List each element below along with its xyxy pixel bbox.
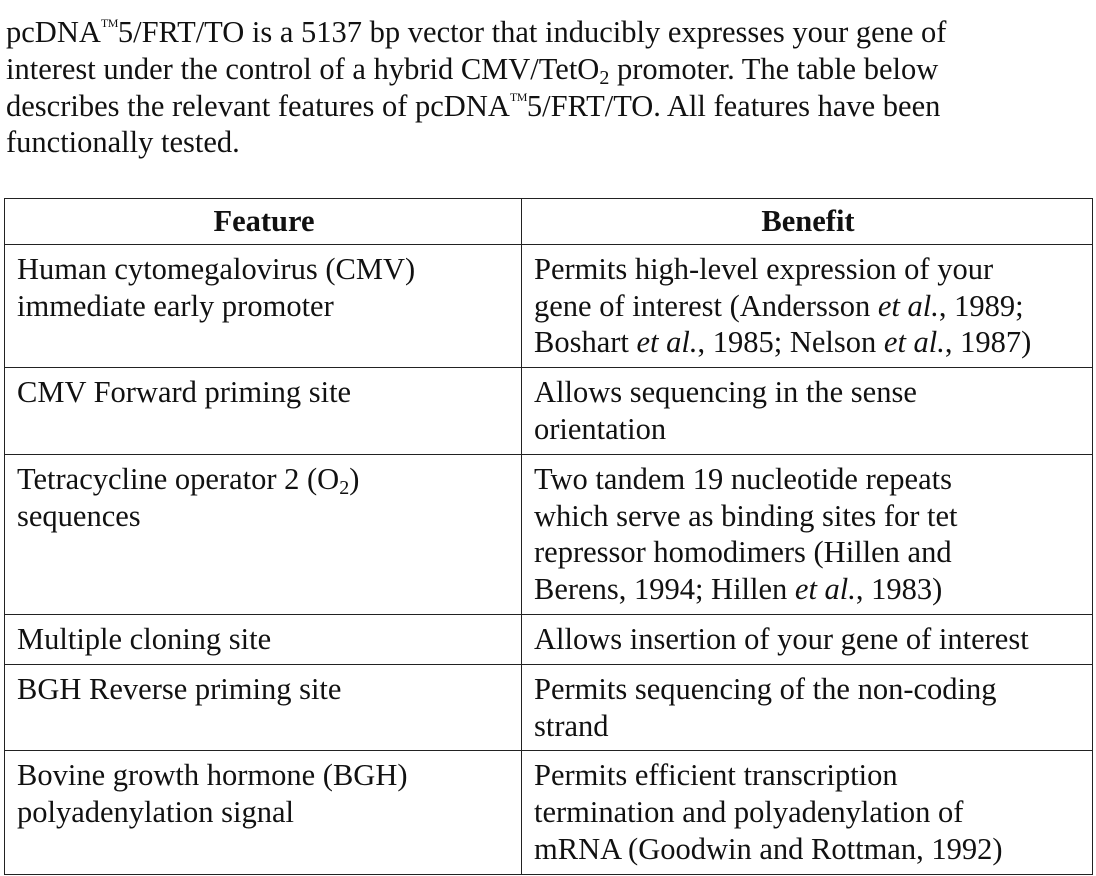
benefit-cell: [522, 664, 1093, 751]
cell-line: orientation: [534, 411, 667, 446]
table-row: [5, 244, 1093, 367]
citation-italic: et al.: [794, 572, 856, 607]
cell-text: Tetracycline operator 2 (O: [17, 461, 340, 496]
feature-cell: [5, 664, 522, 751]
cell-line: [17, 461, 511, 498]
cell-line: Human cytomegalovirus (CMV): [17, 251, 416, 286]
cell-line: [534, 324, 1082, 361]
cell-text: Berens, 1994; Hillen: [534, 572, 795, 607]
cell-line: strand: [534, 708, 609, 743]
cell-line: Permits high-level expression of your: [534, 251, 994, 286]
table-header-row: [5, 199, 1093, 245]
cell-line: Allows sequencing in the sense: [534, 375, 917, 410]
intro-line-1: [6, 14, 1086, 51]
cell-line: repressor homodimers (Hillen and: [534, 535, 952, 570]
intro-text: interest under the control of a hybrid CMV/TetO: [6, 51, 600, 86]
cell-line: Allows insertion of your gene of interest: [534, 621, 1029, 656]
intro-line-2: [6, 51, 1086, 88]
feature-cell: [5, 614, 522, 664]
cell-text: gene of interest (Andersson: [534, 288, 878, 323]
feature-cell: [5, 454, 522, 614]
subscript: 2: [599, 66, 610, 89]
cell-text: , 1989;: [938, 288, 1024, 323]
cell-line: Two tandem 19 nucleotide repeats: [534, 461, 952, 496]
citation-italic: et al.: [877, 288, 939, 323]
cell-text: , 1983): [855, 572, 943, 607]
feature-cell: [5, 751, 522, 874]
table-row: [5, 368, 1093, 455]
intro-text: promoter. The table below: [609, 51, 939, 86]
feature-cell: [5, 244, 522, 367]
intro-text: 5/FRT/TO. All features have been: [526, 88, 941, 123]
citation-italic: et al.: [883, 325, 945, 360]
table-row: [5, 614, 1093, 664]
table-row: [5, 664, 1093, 751]
cell-line: polyadenylation signal: [17, 795, 294, 830]
intro-text: pcDNA: [6, 15, 101, 49]
table-row: [5, 751, 1093, 874]
cell-line: sequences: [17, 498, 141, 533]
feature-cell: [5, 368, 522, 455]
cell-line: mRNA (Goodwin and Rottman, 1992): [534, 831, 1003, 866]
benefit-cell: [522, 614, 1093, 664]
benefit-cell: [522, 454, 1093, 614]
table-row: [5, 454, 1093, 614]
features-table: [4, 198, 1093, 875]
benefit-cell: [522, 751, 1093, 874]
benefit-cell: [522, 244, 1093, 367]
cell-line: immediate early promoter: [17, 288, 334, 323]
trademark-symbol: TM: [100, 16, 118, 30]
cell-text: Boshart: [534, 325, 637, 360]
cell-line: Permits efficient transcription: [534, 758, 898, 793]
cell-line: which serve as binding sites for tet: [534, 498, 958, 533]
intro-text: 5/FRT/TO is a 5137 bp vector that inducibly expresses your gene of: [117, 15, 947, 49]
intro-line-4: functionally tested.: [6, 125, 240, 160]
cell-line: BGH Reverse priming site: [17, 671, 342, 706]
column-header-feature: Feature: [5, 199, 522, 245]
cell-line: termination and polyadenylation of: [534, 795, 964, 830]
cell-line: [534, 571, 1082, 608]
intro-text: describes the relevant features of pcDNA: [6, 88, 510, 123]
cell-line: Bovine growth hormone (BGH): [17, 758, 408, 793]
subscript: 2: [339, 476, 350, 499]
trademark-symbol: TM: [509, 89, 527, 104]
cell-line: [534, 288, 1082, 325]
intro-paragraph: [6, 14, 1086, 161]
citation-italic: et al.: [636, 325, 698, 360]
intro-line-3: [6, 88, 1086, 125]
benefit-cell: [522, 368, 1093, 455]
cell-text: , 1987): [944, 325, 1032, 360]
cell-line: CMV Forward priming site: [17, 375, 352, 410]
cell-text: , 1985; Nelson: [697, 325, 884, 360]
cell-line: Permits sequencing of the non-coding: [534, 671, 997, 706]
column-header-benefit: Benefit: [522, 199, 1093, 245]
cell-text: ): [349, 461, 360, 496]
cell-line: Multiple cloning site: [17, 621, 272, 656]
